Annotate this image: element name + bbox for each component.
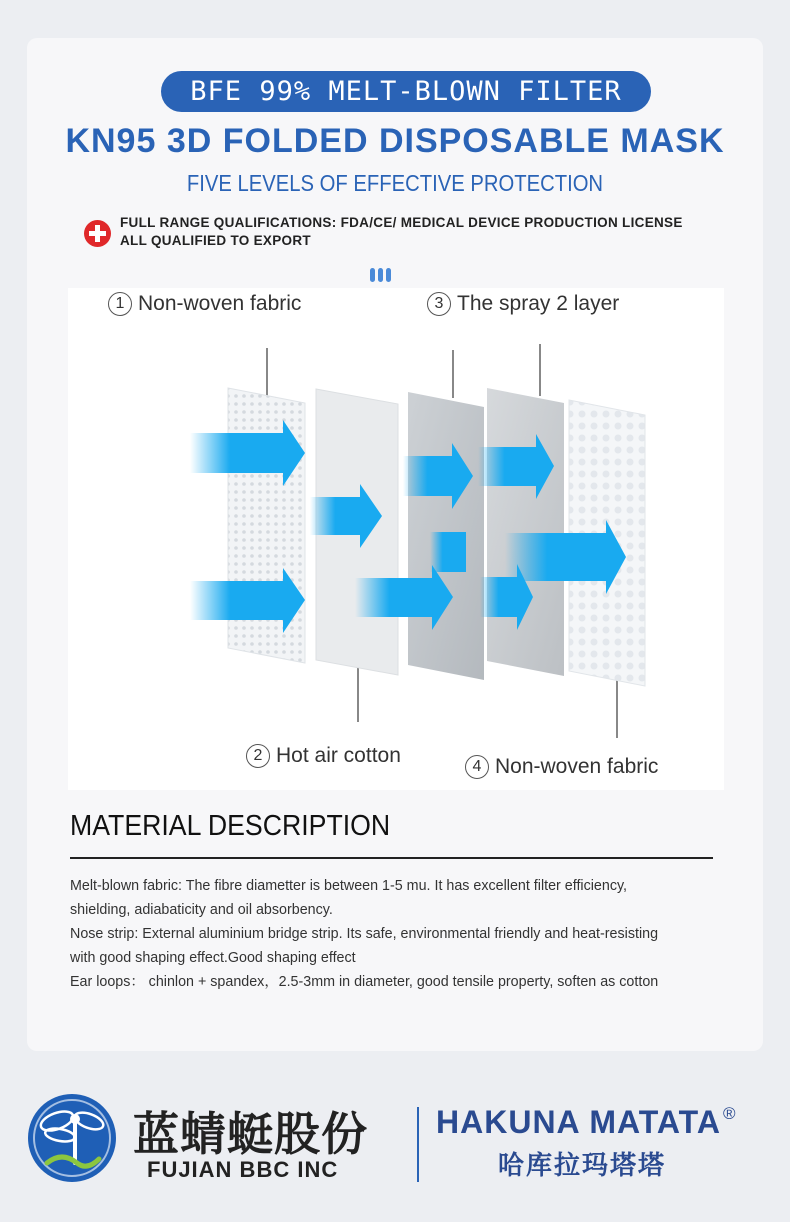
product-subtitle: FIVE LEVELS OF EFFECTIVE PROTECTION	[186, 170, 604, 196]
layer-3-melt-blown-b	[487, 388, 564, 676]
material-line-1: Melt-blown fabric: The fibre diametter is between 1-5 mu. It has excellent filter efficiency,	[70, 878, 628, 894]
brand-name	[436, 1104, 736, 1141]
material-divider	[70, 857, 713, 859]
brand-name-text: HAKUNA MATATA	[436, 1104, 721, 1140]
material-description	[70, 874, 750, 994]
layer-number-3: 3	[427, 292, 451, 316]
layer-number-1: 1	[108, 292, 132, 316]
material-heading: MATERIAL DESCRIPTION	[70, 810, 391, 842]
layer-label-4	[465, 755, 658, 779]
dragonfly-logo-icon	[27, 1093, 117, 1183]
filter-badge: BFE 99% MELT-BLOWN FILTER	[161, 71, 651, 112]
layer-label-1	[108, 292, 301, 316]
layer-number-2: 2	[246, 744, 270, 768]
layer-name-3: The spray 2 layer	[457, 292, 620, 315]
qualifications-line-2: ALL QUALIFIED TO EXPORT	[120, 233, 311, 248]
brand-name-cn: 哈库拉玛塔塔	[498, 1151, 667, 1181]
layer-1-nonwoven	[228, 388, 305, 663]
arrow-7	[430, 532, 466, 572]
layer-label-2	[246, 744, 401, 768]
product-title: KN95 3D FOLDED DISPOSABLE MASK	[65, 122, 725, 160]
layer-name-2: Hot air cotton	[276, 744, 401, 767]
company-name-en: FUJIAN BBC INC	[147, 1157, 339, 1182]
material-line-2: shielding, adiabaticity and oil absorbency.	[70, 902, 333, 918]
layer-label-3	[427, 292, 619, 316]
material-line-4: with good shaping effect.Good shaping effect	[70, 950, 356, 966]
material-line-3: Nose strip: External aluminium bridge strip. Its safe, environmental friendly and heat-resisting	[70, 926, 659, 942]
footer-divider	[417, 1107, 419, 1182]
company-name-cn: 蓝蜻蜓股份	[133, 1107, 368, 1161]
layer-name-4: Non-woven fabric	[495, 755, 659, 778]
layer-name-1: Non-woven fabric	[138, 292, 302, 315]
qualifications-line-1: FULL RANGE QUALIFICATIONS: FDA/CE/ MEDICAL DEVICE PRODUCTION LICENSE	[120, 215, 683, 230]
layer-number-4: 4	[465, 755, 489, 779]
registered-mark: ®	[722, 1104, 737, 1123]
material-line-5: Ear loops： chinlon + spandex，2.5-3mm in diameter, good tensile property, soften as cotton	[70, 974, 659, 990]
